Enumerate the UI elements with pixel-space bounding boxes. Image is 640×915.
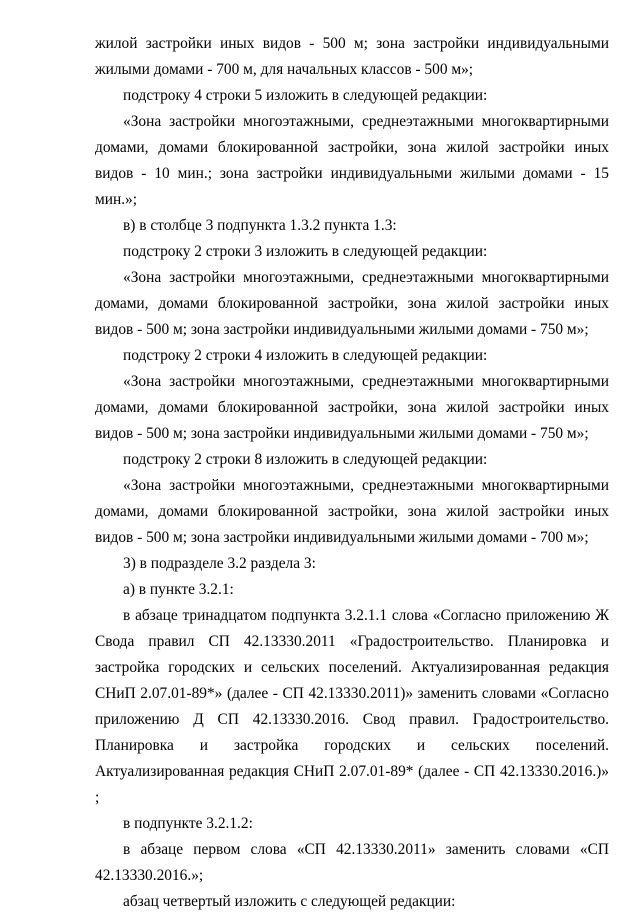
- paragraph-substring-2-row-4: подстроку 2 строки 4 изложить в следующей редакции:: [123, 347, 488, 364]
- paragraph-item-3-2-1: а) в пункте 3.2.1:: [123, 581, 234, 598]
- paragraph-subsection-3-2: 3) в подразделе 3.2 раздела 3:: [123, 555, 316, 572]
- paragraph-abzac-4: абзац четвертый изложить с следующей редакции:: [123, 893, 456, 910]
- paragraph-substring-2-row-3: подстроку 2 строки 3 изложить в следующей редакции:: [123, 243, 488, 260]
- paragraph-abzac-1: в абзаце первом слова «СП 42.13330.2011» заменить словами «СП 42.13330.2016.»;: [95, 841, 609, 884]
- paragraph-continuation: жилой застройки иных видов - 500 м; зона застройки индивидуальными жилыми домами - 700 м, для начальных классов - 500 м»;: [95, 35, 609, 78]
- paragraph-column-3: в) в столбце 3 подпункта 1.3.2 пункта 1.3:: [123, 217, 397, 234]
- paragraph-quote-row-8: «Зона застройки многоэтажными, среднеэтажными многоквартирными домами, домами блокированной застройки, зона жилой застройки иных видов - 500 м; зона застройки индивидуальными жилыми домами - 700 м»;: [95, 477, 609, 546]
- paragraph-quote-row-4: «Зона застройки многоэтажными, среднеэтажными многоквартирными домами, домами блокированной застройки, зона жилой застройки иных видов - 500 м; зона застройки индивидуальными жилыми домами - 750 м»;: [95, 373, 609, 442]
- paragraph-quote-time: «Зона застройки многоэтажными, среднеэтажными многоквартирными домами, домами блокированной застройки, зона жилой застройки иных видов - 10 мин.; зона застройки индивидуальными жилыми домами - 15 мин.»;: [95, 113, 609, 208]
- paragraph-abzac-13: в абзаце тринадцатом подпункта 3.2.1.1 слова «Согласно приложению Ж Свода правил СП 42.13330.2011 «Градостроительство. Планировка и застройка городских и сельских поселений. Актуализированная редакция СНиП 2.07.01-89*» (далее - СП 42.13330.2011)» заменить словами «Согласно приложению Д СП 42.13330.2016. Свод правил. Градостроительство. Планировка и застройка городских и сельских поселений. Актуализированная редакция СНиП 2.07.01-89* (далее - СП 42.13330.2016.)» ;: [95, 607, 609, 806]
- paragraph-quote-row-3: «Зона застройки многоэтажными, среднеэтажными многоквартирными домами, домами блокированной застройки, зона жилой застройки иных видов - 500 м; зона застройки индивидуальными жилыми домами - 750 м»;: [95, 269, 609, 338]
- paragraph-substring-2-row-8: подстроку 2 строки 8 изложить в следующей редакции:: [123, 451, 488, 468]
- paragraph-subitem-3-2-1-2: в подпункте 3.2.1.2:: [123, 815, 253, 832]
- paragraph-substring-4-row-5: подстроку 4 строки 5 изложить в следующей редакции:: [123, 87, 488, 104]
